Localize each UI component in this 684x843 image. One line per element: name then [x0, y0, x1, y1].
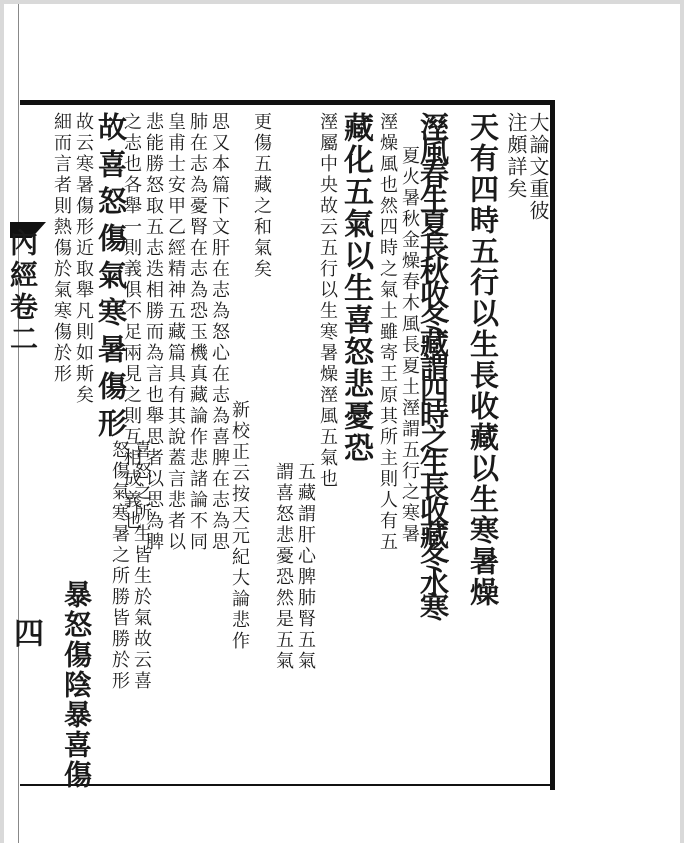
text-column: 溼屬中央故云五行以生寒暑燥溼風五氣也 [317, 112, 338, 490]
text-column: 怒傷氣寒暑之所勝皆勝於形 [109, 440, 130, 692]
text-column: 謂喜怒悲憂恐然是五氣 [273, 462, 294, 672]
border-right-rule [550, 100, 555, 790]
text-column: 皇甫士安甲乙經精神五藏篇具有其說蓋言悲者以 [165, 112, 186, 553]
text-column: 喜怒之所生皆生於氣故云喜 [131, 440, 152, 692]
text-column: 故云寒暑傷形近取舉凡則如斯矣 [73, 112, 94, 406]
viewer-frame-top [0, 0, 684, 4]
main-text-column: 藏化五氣以生喜怒悲憂恐 [338, 112, 373, 464]
text-column: 思又本篇下文肝在志為怒心在志為喜脾在志為思 [209, 112, 230, 553]
text-column: 注頗詳矣 [504, 112, 528, 200]
page-edge-line [18, 4, 19, 843]
text-column: 大論文重彼 [526, 112, 550, 222]
border-bottom-rule [20, 784, 554, 786]
text-column: 五藏謂肝心脾肺腎五氣 [295, 462, 316, 672]
page-number: 四 [14, 617, 44, 652]
text-column: 新校正云按天元紀大論悲作 [229, 400, 250, 652]
text-column: 細而言者則熱傷於氣寒傷於形 [51, 112, 72, 385]
border-top-rule [20, 100, 554, 105]
main-text-column: 暴怒傷陰暴喜傷 [60, 580, 93, 790]
text-column: 更傷五藏之和氣矣 [251, 112, 272, 280]
margin-volume-label: 內經卷二 [6, 228, 39, 356]
text-column: 之志也各舉一則義俱不足兩見之則互相成義也 [121, 112, 142, 532]
text-column: 肺在志為憂腎在志為恐玉機真藏論作悲諸論不同 [187, 112, 208, 553]
main-text-column: 天有四時五行以生長收藏以生寒暑燥 [466, 112, 500, 608]
text-column: 溼燥風也然四時之氣土雖寄王原其所主則人有五 [377, 112, 398, 553]
text-column: 悲能勝怒取五志迭相勝而為言也舉思者以思為脾 [143, 112, 164, 553]
viewer-frame-left [0, 0, 4, 843]
main-text-column: 故喜怒傷氣寒暑傷形 [94, 112, 128, 445]
viewer-frame-right [680, 0, 684, 843]
main-text-column: 溼風春生夏長秋收冬藏謂四時之生長收藏冬水寒 [416, 112, 450, 616]
text-column: 夏火暑秋金燥春木風長夏土溼謂五行之寒暑 [399, 146, 420, 545]
